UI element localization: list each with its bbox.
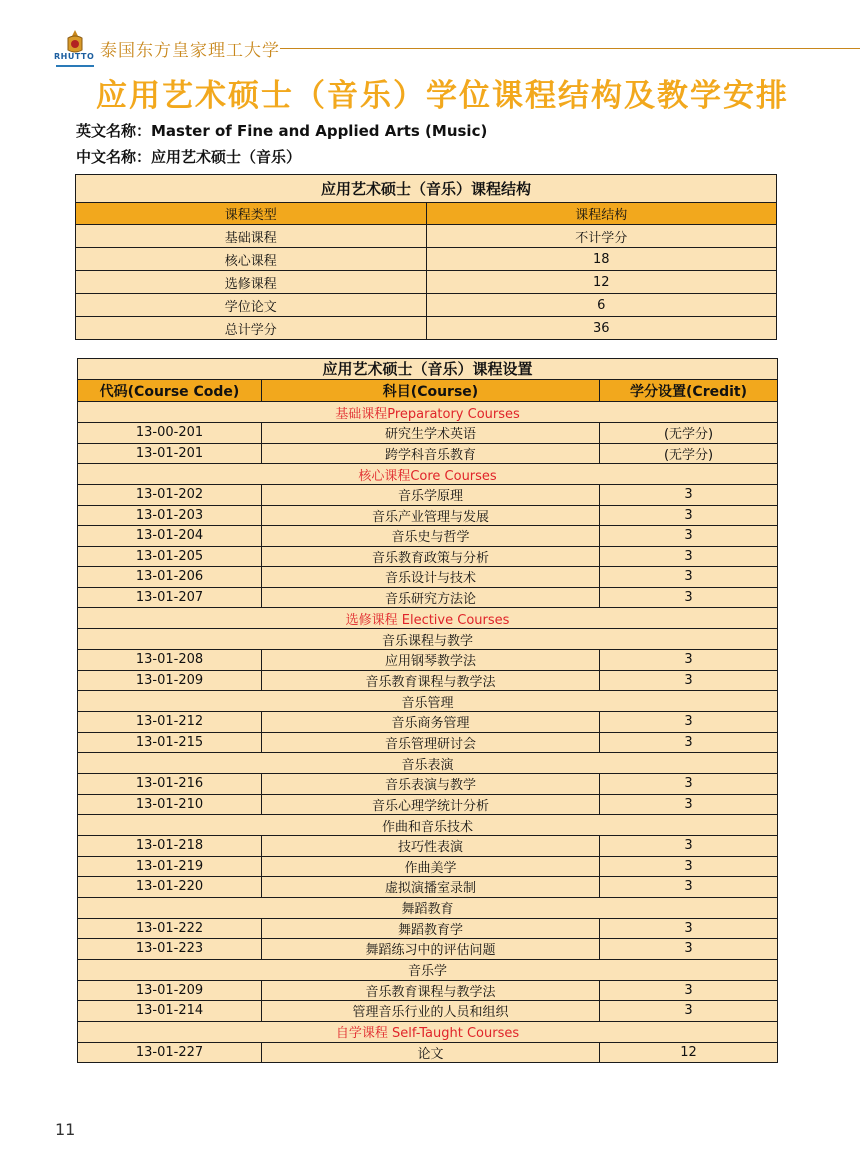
course-code-cell: 13-01-215 (78, 732, 262, 753)
section-row (78, 608, 778, 629)
table-row (76, 317, 777, 340)
page-title: 应用艺术硕士（音乐）学位课程结构及教学安排 (96, 78, 789, 114)
table-row (78, 670, 778, 691)
course-credit-cell: 6 (426, 294, 777, 317)
course-code-cell: 13-01-209 (78, 670, 262, 691)
credit-cell: 3 (600, 877, 778, 898)
course-credit-cell: 18 (426, 248, 777, 271)
section-row (78, 464, 778, 485)
course-name-cell: 应用钢琴教学法 (262, 650, 600, 671)
table-row (78, 856, 778, 877)
course-name-cell: 论文 (262, 1042, 600, 1063)
credit-cell: 3 (600, 939, 778, 960)
course-code-cell: 13-01-208 (78, 650, 262, 671)
course-name-cell: 舞蹈练习中的评估问题 (262, 939, 600, 960)
table-row (78, 836, 778, 857)
table-row (78, 1001, 778, 1022)
section-label: 基础课程Preparatory Courses (78, 402, 778, 423)
course-code-cell: 13-01-202 (78, 485, 262, 506)
course-code-cell: 13-01-212 (78, 712, 262, 733)
course-name-cell: 音乐管理研讨会 (262, 732, 600, 753)
subsection-row (78, 815, 778, 836)
course-code-cell: 13-01-201 (78, 443, 262, 464)
table-row (78, 567, 778, 588)
table-row (78, 712, 778, 733)
credit-cell: 3 (600, 650, 778, 671)
table-row (78, 918, 778, 939)
header-course-code: 代码(Course Code) (78, 380, 262, 402)
credit-cell: 3 (600, 856, 778, 877)
credit-cell: 3 (600, 670, 778, 691)
credit-cell: 12 (600, 1042, 778, 1063)
course-name-cell: 音乐教育课程与教学法 (262, 670, 600, 691)
section-row (78, 1021, 778, 1042)
table-row (78, 732, 778, 753)
table-row (78, 587, 778, 608)
table-row (76, 271, 777, 294)
table-row (76, 225, 777, 248)
header-course-name: 科目(Course) (262, 380, 600, 402)
subsection-row (78, 897, 778, 918)
table-row (78, 650, 778, 671)
course-type-cell: 学位论文 (76, 294, 427, 317)
table-row (78, 877, 778, 898)
subsection-label: 音乐表演 (78, 753, 778, 774)
course-code-cell: 13-01-209 (78, 980, 262, 1001)
course-name-cell: 音乐产业管理与发展 (262, 505, 600, 526)
course-credit-cell: 12 (426, 271, 777, 294)
table-row (76, 248, 777, 271)
setup-table-header (78, 380, 778, 402)
course-type-cell: 选修课程 (76, 271, 427, 294)
course-code-cell: 13-01-203 (78, 505, 262, 526)
table-row (78, 939, 778, 960)
subsection-label: 作曲和音乐技术 (78, 815, 778, 836)
course-code-cell: 13-01-220 (78, 877, 262, 898)
course-code-cell: 13-01-227 (78, 1042, 262, 1063)
structure-table-header (76, 203, 777, 225)
header-credit: 学分设置(Credit) (600, 380, 778, 402)
course-type-cell: 总计学分 (76, 317, 427, 340)
course-code-cell: 13-01-206 (78, 567, 262, 588)
course-name-cell: 管理音乐行业的人员和组织 (262, 1001, 600, 1022)
structure-table-title: 应用艺术硕士（音乐）课程结构 (76, 175, 777, 203)
course-rows (78, 402, 778, 1063)
credit-cell: 3 (600, 794, 778, 815)
course-name-cell: 虚拟演播室录制 (262, 877, 600, 898)
course-name-cell: 研究生学术英语 (262, 423, 600, 444)
table-row (78, 546, 778, 567)
credit-cell: 3 (600, 836, 778, 857)
credit-cell: 3 (600, 732, 778, 753)
course-code-cell: 13-01-204 (78, 526, 262, 547)
course-name-cell: 跨学科音乐教育 (262, 443, 600, 464)
credit-cell: 3 (600, 567, 778, 588)
course-name-cell: 音乐教育政策与分析 (262, 546, 600, 567)
course-code-cell: 13-01-205 (78, 546, 262, 567)
course-name-cell: 作曲美学 (262, 856, 600, 877)
table-row (78, 1042, 778, 1063)
table-row (78, 774, 778, 795)
course-credit-cell: 不计学分 (426, 225, 777, 248)
table-row (78, 505, 778, 526)
table-row (76, 294, 777, 317)
credit-cell: 3 (600, 712, 778, 733)
table-row (78, 526, 778, 547)
course-name-cell: 技巧性表演 (262, 836, 600, 857)
header-course-structure: 课程结构 (426, 203, 777, 225)
table-row (78, 794, 778, 815)
course-type-cell: 基础课程 (76, 225, 427, 248)
course-code-cell: 13-01-210 (78, 794, 262, 815)
credit-cell: 3 (600, 918, 778, 939)
subsection-label: 音乐课程与教学 (78, 629, 778, 650)
course-code-cell: 13-01-214 (78, 1001, 262, 1022)
course-name-cell: 音乐研究方法论 (262, 587, 600, 608)
course-code-cell: 13-01-223 (78, 939, 262, 960)
section-label: 选修课程 Elective Courses (78, 608, 778, 629)
section-label: 核心课程Core Courses (78, 464, 778, 485)
page-header (50, 28, 860, 68)
table-row (78, 423, 778, 444)
credit-cell: 3 (600, 485, 778, 506)
credit-cell: (无学分) (600, 443, 778, 464)
course-code-cell: 13-01-218 (78, 836, 262, 857)
subsection-label: 音乐管理 (78, 691, 778, 712)
course-name-cell: 音乐表演与教学 (262, 774, 600, 795)
page-number: 11 (55, 1120, 76, 1139)
course-name-cell: 音乐商务管理 (262, 712, 600, 733)
subsection-label: 音乐学 (78, 959, 778, 980)
course-code-cell: 13-01-207 (78, 587, 262, 608)
credit-cell: 3 (600, 1001, 778, 1022)
header-course-type: 课程类型 (76, 203, 427, 225)
subsection-row (78, 753, 778, 774)
university-name: 泰国东方皇家理工大学 (100, 41, 280, 61)
credit-cell: 3 (600, 546, 778, 567)
course-name-cell: 音乐设计与技术 (262, 567, 600, 588)
header-divider (280, 48, 860, 49)
subsection-row (78, 959, 778, 980)
course-code-cell: 13-00-201 (78, 423, 262, 444)
course-code-cell: 13-01-219 (78, 856, 262, 877)
table-row (78, 443, 778, 464)
logo-wordmark: RHUTTO (54, 52, 95, 61)
credit-cell: 3 (600, 526, 778, 547)
course-structure-table (75, 174, 777, 340)
course-setup-table (77, 358, 778, 1063)
credit-cell: (无学分) (600, 423, 778, 444)
setup-table-title: 应用艺术硕士（音乐）课程设置 (78, 359, 778, 380)
chinese-name: 中文名称：应用艺术硕士（音乐） (76, 148, 302, 166)
course-name-cell: 音乐教育课程与教学法 (262, 980, 600, 1001)
course-credit-cell: 36 (426, 317, 777, 340)
course-code-cell: 13-01-222 (78, 918, 262, 939)
course-name-cell: 音乐学原理 (262, 485, 600, 506)
course-name-cell: 音乐心理学统计分析 (262, 794, 600, 815)
credit-cell: 3 (600, 505, 778, 526)
course-name-cell: 音乐史与哲学 (262, 526, 600, 547)
section-label: 自学课程 Self-Taught Courses (78, 1021, 778, 1042)
credit-cell: 3 (600, 587, 778, 608)
subsection-label: 舞蹈教育 (78, 897, 778, 918)
table-row (78, 980, 778, 1001)
table-row (78, 485, 778, 506)
subsection-row (78, 691, 778, 712)
section-row (78, 402, 778, 423)
course-type-cell: 核心课程 (76, 248, 427, 271)
subsection-row (78, 629, 778, 650)
english-name: 英文名称：Master of Fine and Applied Arts (Music) (76, 122, 488, 140)
credit-cell: 3 (600, 774, 778, 795)
course-code-cell: 13-01-216 (78, 774, 262, 795)
credit-cell: 3 (600, 980, 778, 1001)
university-logo-icon (52, 28, 98, 68)
course-name-cell: 舞蹈教育学 (262, 918, 600, 939)
